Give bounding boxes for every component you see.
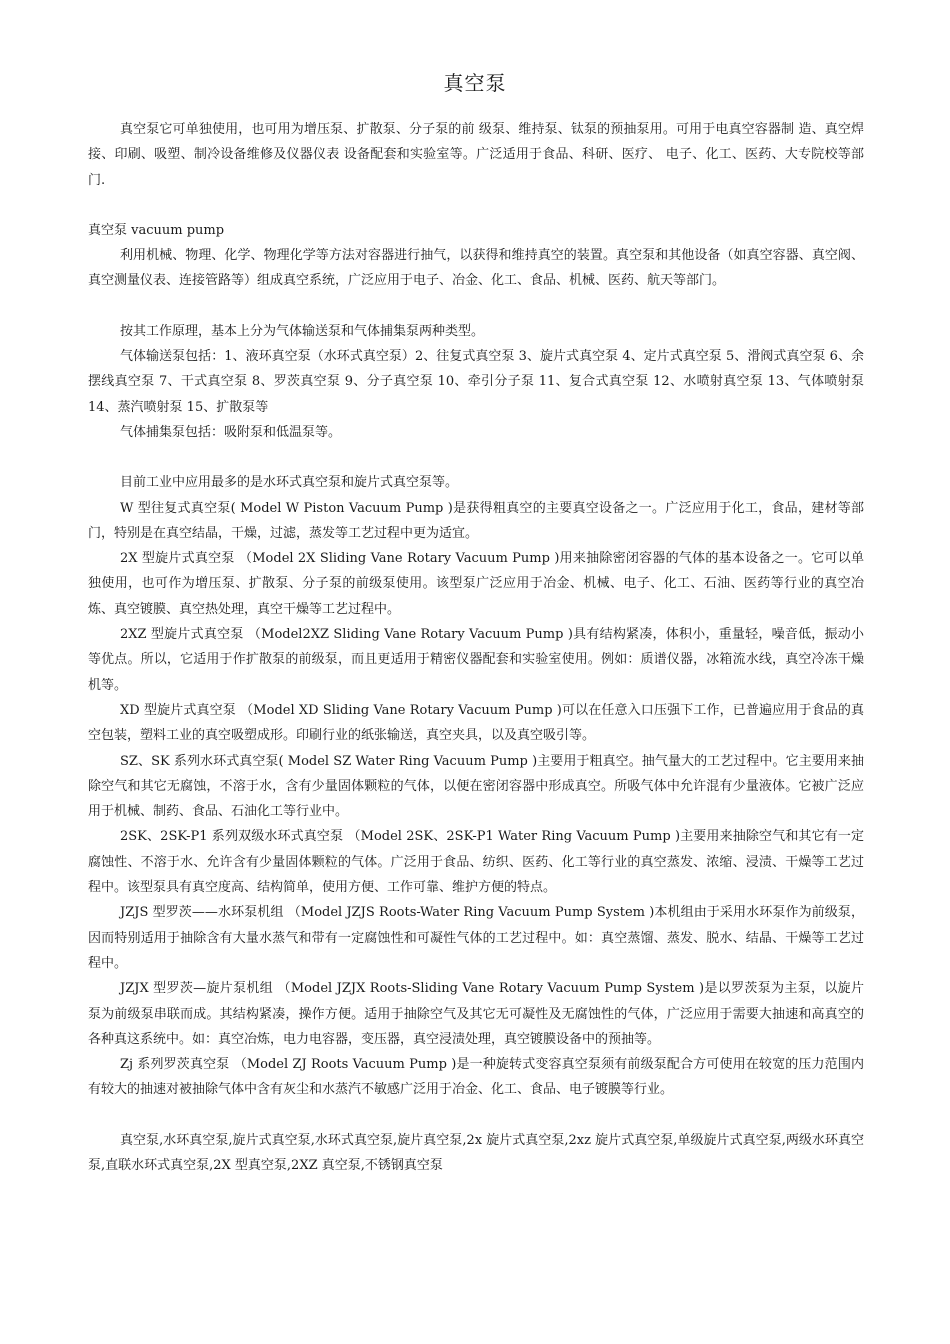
paragraph: 目前工业中应用最多的是水环式真空泵和旋片式真空泵等。 — [120, 475, 459, 491]
paragraph: 真空泵 vacuum pump — [88, 222, 225, 238]
paragraph: 利用机械、物理、化学、物理化学等方法对容器进行抽气，以获得和维持真空的装置。真空泵和其他设备（如真空容器、真空阀、真空测量仪表、连接管路等）组成真空系统，广泛应用于电子、冶金、化工、食品、机械、医药、航天等部门。 — [88, 248, 864, 289]
paragraph: Zj 系列罗茨真空泵 （Model ZJ Roots Vacuum Pump )是一种旋转式变容真空泵须有前级泵配合方可使用在较宽的压力范围内有较大的抽速对被抽除气体中含有灰尘和水蒸汽不敏感广泛用于冶金、化工、食品、电子镀膜等行业。 — [88, 1057, 864, 1098]
paragraph: 按其工作原理，基本上分为气体输送泵和气体捕集泵两种类型。 — [120, 323, 485, 339]
paragraph: XD 型旋片式真空泵 （Model XD Sliding Vane Rotary Vacuum Pump )可以在任意入口压强下工作，已普遍应用于食品的真空包装，塑料工业的真空吸塑成形。印刷行业的纸张输送，真空夹具，以及真空吸引等。 — [88, 702, 864, 744]
paragraph: JZJX 型罗茨—旋片泵机组 （Model JZJX Roots-Sliding Vane Rotary Vacuum Pump System )是以罗茨泵为主泵，以旋片泵为前级泵串联而成。其结构紧凑，操作方便。适用于抽除空气及其它无可凝性及无腐蚀性的气体，广泛应用于需要大抽速和高真空的各种真这系统中。如：真空冶炼，电力电容器，变压器，真空浸渍处理，真空镀膜设备中的预抽等。 — [88, 981, 864, 1047]
paragraph-spacer — [88, 1103, 864, 1128]
paragraph: 真空泵它可单独使用，也可用为增压泵、扩散泵、分子泵的前 级泵、维持泵、钛泵的预抽泵用。可用于电真空容器制 造、真空焊接、印刷、吸塑、制冷设备维修及仪器仪表 设备配套和实验室等。广泛适用于食品、科研、医疗、 电子、化工、医药、大专院校等部门. — [88, 122, 864, 188]
paragraph: 2X 型旋片式真空泵 （Model 2X Sliding Vane Rotary Vacuum Pump )用来抽除密闭容器的气体的基本设备之一。它可以单独使用，也可作为增压泵、扩散泵、分子泵的前级泵使用。该型泵广泛应用于冶金、机械、电子、化工、石油、医药等行业的真空冶炼、真空镀膜、真空热处理，真空干燥等工艺过程中。 — [88, 551, 864, 617]
page-title: 真空泵 — [443, 71, 507, 95]
paragraph: 2SK、2SK-P1 系列双级水环式真空泵 （Model 2SK、2SK-P1 Water Ring Vacuum Pump )主要用来抽除空气和其它有一定腐蚀性、不溶于水、允许含有少量固体颗粒的气体。广泛用于食品、纺织、医药、化工等行业的真空蒸发、浓缩、浸渍、干燥等工艺过程中。该型泵具有真空度高、结构简单，使用方便、工作可靠、维护方便的特点。 — [88, 829, 864, 896]
paragraph: 气体输送泵包括：1、液环真空泵（水环式真空泵）2、往复式真空泵 3、旋片式真空泵 4、定片式真空泵 5、滑阀式真空泵 6、余摆线真空泵 7、干式真空泵 8、罗茨真空泵 9、分子真空泵 10、牵引分子泵 11、复合式真空泵 12、水喷射真空泵 13、气体喷射泵 14、蒸汽喷射泵 15、扩散泵等 — [88, 349, 864, 415]
paragraph: 2XZ 型旋片式真空泵 （Model2XZ Sliding Vane Rotary Vacuum Pump )具有结构紧凑，体积小，重量轻，噪音低，振动小等优点。所以，它适用于作扩散泵的前级泵，而且更适用于精密仪器配套和实验室使用。例如：质谱仪器，冰箱流水线，真空冷冻干燥机等。 — [88, 627, 864, 693]
paragraph: W 型往复式真空泵( Model W Piston Vacuum Pump )是获得粗真空的主要真空设备之一。广泛应用于化工，食品，建材等部门，特别是在真空结晶，干燥，过滤，蒸发等工艺过程中更为适宜。 — [88, 500, 864, 541]
paragraph: 真空泵,水环真空泵,旋片式真空泵,水环式真空泵,旋片真空泵,2x 旋片式真空泵,2xz 旋片式真空泵,单级旋片式真空泵,两级水环真空泵,直联水环式真空泵,2X 型真空泵,2XZ 真空泵,不锈钢真空泵 — [88, 1132, 864, 1173]
paragraph-spacer — [88, 294, 864, 319]
paragraph: 气体捕集泵包括：吸附泵和低温泵等。 — [120, 424, 342, 440]
paragraph-spacer — [88, 193, 864, 218]
paragraph: SZ、SK 系列水环式真空泵( Model SZ Water Ring Vacuum Pump )主要用于粗真空。抽气量大的工艺过程中。它主要用来抽除空气和其它无腐蚀，不溶于水，含有少量固体颗粒的气体，以便在密闭容器中形成真空。所吸气体中允许混有少量液体。它被广泛应用于机械、制药、食品、石油化工等行业中。 — [88, 753, 864, 820]
paragraph: JZJS 型罗茨——水环泵机组 （Model JZJS Roots-Water Ring Vacuum Pump System )本机组由于采用水环泵作为前级泵，因而特别适用于抽除含有大量水蒸气和带有一定腐蚀性和可凝性气体的工艺过程中。如：真空蒸馏、蒸发、脱水、结晶、干燥等工艺过程中。 — [88, 905, 864, 971]
paragraph-spacer — [88, 445, 864, 470]
document-body — [88, 117, 864, 1178]
